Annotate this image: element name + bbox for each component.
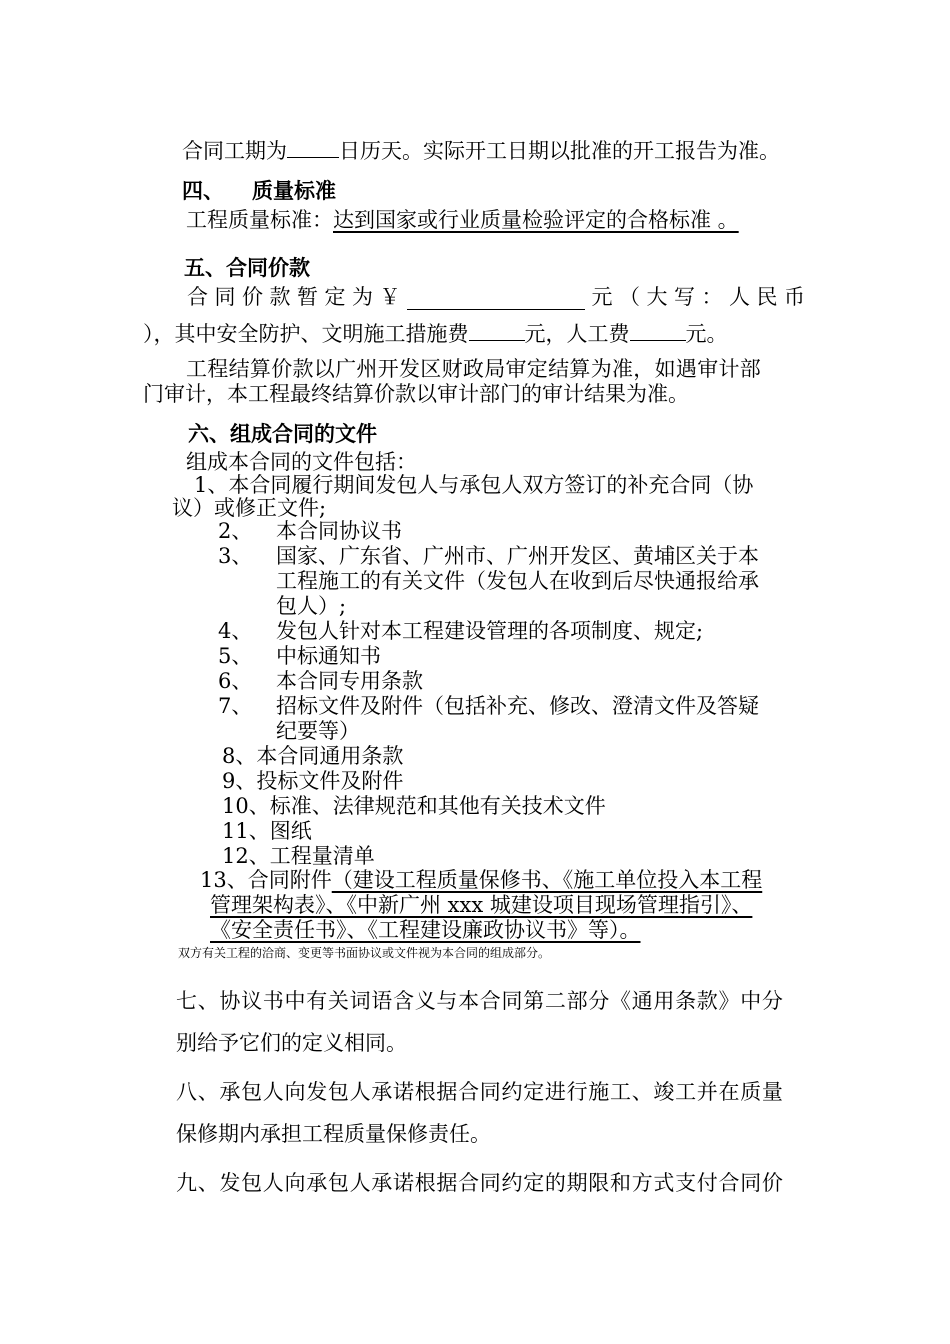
section-5-heading: 五、合同价款 bbox=[184, 255, 310, 280]
doc-item-2: 本合同协议书 bbox=[276, 519, 402, 543]
settlement-line-2: 门审计，本工程最终结算价款以审计部门的审计结果为准。 bbox=[143, 382, 689, 406]
doc-item-10: 10、标准、法律规范和其他有关技术文件 bbox=[222, 794, 606, 818]
price-char: 款 bbox=[269, 285, 291, 309]
price-char: 价 bbox=[242, 285, 263, 309]
price-char: 币 bbox=[784, 285, 805, 309]
doc-item-3-number: 3、 bbox=[218, 544, 253, 568]
price-char: 大 bbox=[646, 285, 668, 309]
quality-standard-line bbox=[186, 207, 739, 233]
period-days-blank[interactable] bbox=[287, 137, 339, 158]
doc-item-4-number: 4、 bbox=[218, 619, 253, 643]
doc-item-3-line-1: 国家、广东省、广州市、广州开发区、黄埔区关于本 bbox=[276, 544, 759, 568]
section-6-heading: 六、组成合同的文件 bbox=[188, 421, 377, 446]
doc-item-2-number: 2、 bbox=[218, 519, 253, 543]
doc-item-6-number: 6、 bbox=[218, 669, 253, 693]
price-char: 写 bbox=[674, 285, 695, 309]
doc-item-1-line-1: 1、本合同履行期间发包人与承包人双方签订的补充合同（协 bbox=[194, 473, 754, 497]
yuan-sign: ￥ bbox=[379, 285, 401, 309]
doc-item-13-line-3: 《安全责任书》、《工程建设廉政协议书》等）。 bbox=[210, 918, 641, 942]
doc-item-13-attachments-a: （建设工程质量保修书、《施工单位投入本工程 bbox=[331, 868, 763, 892]
safety-fee-text: ），其中安全防护、文明施工措施费 bbox=[143, 322, 469, 346]
settlement-line-1: 工程结算价款以广州开发区财政局审定结算为准，如遇审计部 bbox=[186, 357, 762, 381]
contract-price-line-2 bbox=[143, 320, 728, 347]
period-text-a: 合同工期为 bbox=[182, 139, 287, 163]
quality-standard-value: 达到国家或行业质量检验评定的合格标准 。 bbox=[333, 208, 739, 232]
price-char: 暂 bbox=[297, 285, 318, 309]
contract-price-line-1 bbox=[187, 284, 805, 310]
section-7-line-1: 七、协议书中有关词语含义与本合同第二部分《通用条款》中分 bbox=[176, 989, 784, 1013]
price-char: 合 bbox=[187, 285, 208, 309]
doc-item-11: 11、图纸 bbox=[222, 819, 312, 843]
doc-item-12: 12、工程量清单 bbox=[222, 844, 375, 868]
doc-item-3-line-2: 工程施工的有关文件（发包人在收到后尽快通报给承 bbox=[276, 569, 759, 593]
doc-item-5: 中标通知书 bbox=[276, 644, 381, 668]
price-char: ： bbox=[701, 285, 723, 309]
doc-item-7-line-2: 纪要等） bbox=[276, 719, 360, 743]
doc-item-5-number: 5、 bbox=[218, 644, 253, 668]
labor-fee-unit: 元。 bbox=[685, 322, 728, 346]
price-char: （ bbox=[619, 285, 640, 309]
section-4-number: 四、 bbox=[182, 178, 224, 203]
safety-fee-blank[interactable] bbox=[469, 320, 525, 341]
section-7-line-2: 别给予它们的定义相同。 bbox=[176, 1031, 407, 1055]
section-9-line-1: 九、发包人向承包人承诺根据合同约定的期限和方式支付合同价 bbox=[176, 1171, 784, 1195]
labor-fee-text: 元，人工费 bbox=[524, 322, 630, 346]
price-char: 民 bbox=[756, 285, 778, 309]
section-8-line-1: 八、承包人向发包人承诺根据合同约定进行施工、竣工并在质量 bbox=[176, 1080, 784, 1104]
contract-price-blank[interactable] bbox=[407, 289, 585, 310]
price-char: 定 bbox=[324, 285, 346, 309]
documents-note: 双方有关工程的洽商、变更等书面协议或文件视为本合同的组成部分。 bbox=[178, 946, 551, 960]
doc-item-3-line-3: 包人）; bbox=[276, 594, 347, 618]
doc-item-7-line-1: 招标文件及附件（包括补充、修改、澄清文件及答疑 bbox=[276, 694, 759, 718]
doc-item-13-line-2: 管理架构表》、《中新广州 xxx 城建设项目现场管理指引》、 bbox=[210, 893, 753, 917]
labor-fee-blank[interactable] bbox=[630, 320, 686, 341]
section-8-line-2: 保修期内承担工程质量保修责任。 bbox=[176, 1122, 491, 1146]
section-4-title: 质量标准 bbox=[252, 178, 336, 203]
doc-item-9: 9、投标文件及附件 bbox=[222, 769, 404, 793]
doc-item-1-line-2: 议）或修正文件; bbox=[172, 496, 327, 520]
documents-intro: 组成本合同的文件包括： bbox=[186, 450, 417, 474]
doc-item-6: 本合同专用条款 bbox=[276, 669, 423, 693]
quality-standard-label: 工程质量标准： bbox=[186, 208, 333, 232]
section-4-heading bbox=[182, 178, 336, 204]
doc-item-8: 8、本合同通用条款 bbox=[222, 744, 404, 768]
doc-item-7-number: 7、 bbox=[218, 694, 253, 718]
period-text-b: 日历天。实际开工日期以批准的开工报告为准。 bbox=[339, 139, 780, 163]
price-char: 元 bbox=[591, 285, 613, 309]
price-char: 人 bbox=[729, 285, 750, 309]
doc-item-4: 发包人针对本工程建设管理的各项制度、规定; bbox=[276, 619, 704, 643]
doc-item-13-label: 13、合同附件 bbox=[200, 868, 332, 892]
doc-item-13-line-1 bbox=[200, 867, 762, 893]
price-char: 为 bbox=[352, 285, 373, 309]
price-char: 同 bbox=[214, 285, 236, 309]
period-line bbox=[182, 137, 780, 164]
